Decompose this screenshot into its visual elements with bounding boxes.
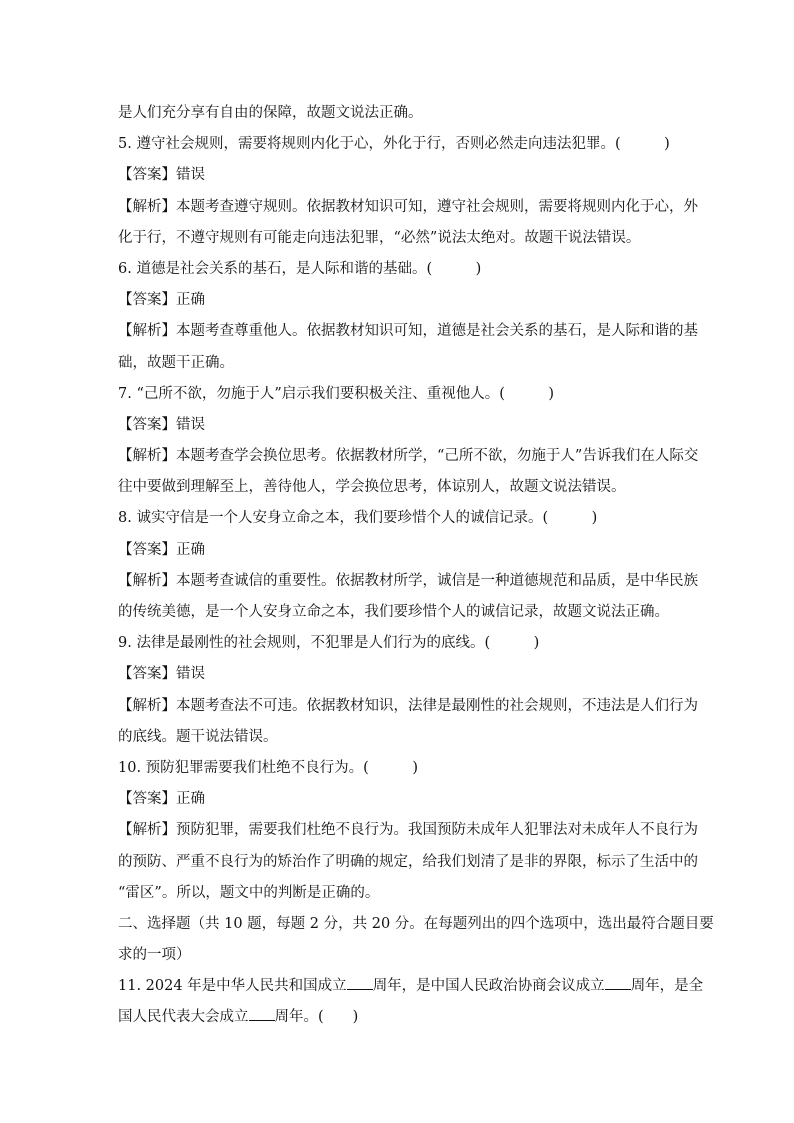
analysis-6-line-1: 【解析】本题考查尊重他人。依据教材知识可知，道德是社会关系的基石，是人际和谐的基	[118, 323, 698, 340]
fill-blank	[249, 1004, 275, 1021]
question-7: 7. “己所不欲，勿施于人”启示我们要积极关注、重视他人。( )	[118, 385, 555, 402]
question-11-line-2	[118, 1002, 678, 1033]
question-5: 5. 遵守社会规则，需要将规则内化于心，外化于行，否则必然走向违法犯罪。( )	[118, 136, 670, 153]
question-9: 9. 法律是最刚性的社会规则，不犯罪是人们行为的底线。( )	[118, 635, 540, 652]
analysis-9-line-1: 【解析】本题考查法不可违。依据教材知识，法律是最刚性的社会规则，不违法是人们行为	[118, 697, 698, 714]
question-11-text: 周年，是中国人民政治协商会议成立	[372, 978, 605, 995]
fill-blank	[347, 973, 373, 990]
analysis-7-line-2: 往中要做到理解至上，善待他人，学会换位思考，体谅别人，故题文说法错误。	[118, 479, 626, 496]
answer-6: 【答案】正确	[118, 292, 205, 309]
analysis-5-line-2: 化于行，不遵守规则有可能走向违法犯罪，“必然”说法太绝对。故题干说法错误。	[118, 229, 641, 246]
question-10: 10. 预防犯罪需要我们杜绝不良行为。( )	[118, 759, 418, 776]
question-11-text: 国人民代表大会成立	[118, 1009, 249, 1026]
answer-7: 【答案】错误	[118, 416, 205, 433]
analysis-7-line-1: 【解析】本题考查学会换位思考。依据教材所学，“己所不欲，勿施于人”告诉我们在人际交	[118, 448, 699, 465]
section-heading-line-2: 求的一项）	[118, 947, 191, 964]
text-line: 是人们充分享有自由的保障，故题文说法正确。	[118, 105, 423, 121]
question-6: 6. 道德是社会关系的基石，是人际和谐的基础。( )	[118, 260, 482, 277]
analysis-8-line-2: 的传统美德，是一个人安身立命之本，我们要珍惜个人的诚信记录，故题文说法正确。	[118, 604, 669, 620]
analysis-10-line-1: 【解析】预防犯罪，需要我们杜绝不良行为。我国预防未成年人犯罪法对未成年人不良行为	[118, 822, 698, 839]
analysis-6-line-2: 础，故题干正确。	[118, 354, 234, 371]
analysis-8-line-1: 【解析】本题考查诚信的重要性。依据教材所学，诚信是一种道德规范和品质，是中华民族	[118, 572, 698, 589]
analysis-5-line-1: 【解析】本题考查遵守规则。依据教材知识可知，遵守社会规则，需要将规则内化于心，外	[118, 198, 698, 215]
analysis-10-line-3: “雷区”。所以，题文中的判断是正确的。	[118, 884, 380, 901]
answer-10: 【答案】正确	[118, 791, 205, 808]
analysis-9-line-2: 的底线。题干说法错误。	[118, 728, 278, 745]
question-11-text: 周年，是全	[630, 978, 704, 995]
question-11-text: 周年。( )	[274, 1009, 359, 1026]
answer-8: 【答案】正确	[118, 541, 205, 558]
document-content	[118, 98, 714, 1034]
question-8: 8. 诚实守信是一个人安身立命之本，我们要珍惜个人的诚信记录。( )	[118, 510, 598, 527]
question-11-text: 11. 2024 年是中华人民共和国成立	[118, 978, 347, 995]
fill-blank	[605, 973, 631, 990]
answer-5: 【答案】错误	[118, 167, 205, 184]
question-11-line-1	[118, 971, 704, 1002]
section-heading-line-1: 二、选择题（共 10 题，每题 2 分，共 20 分。在每题列出的四个选项中，选出最符合题目要	[118, 915, 714, 932]
answer-9: 【答案】错误	[118, 666, 205, 683]
analysis-10-line-2: 的预防、严重不良行为的矫治作了明确的规定，给我们划清了是非的界限，标示了生活中的	[118, 853, 698, 870]
